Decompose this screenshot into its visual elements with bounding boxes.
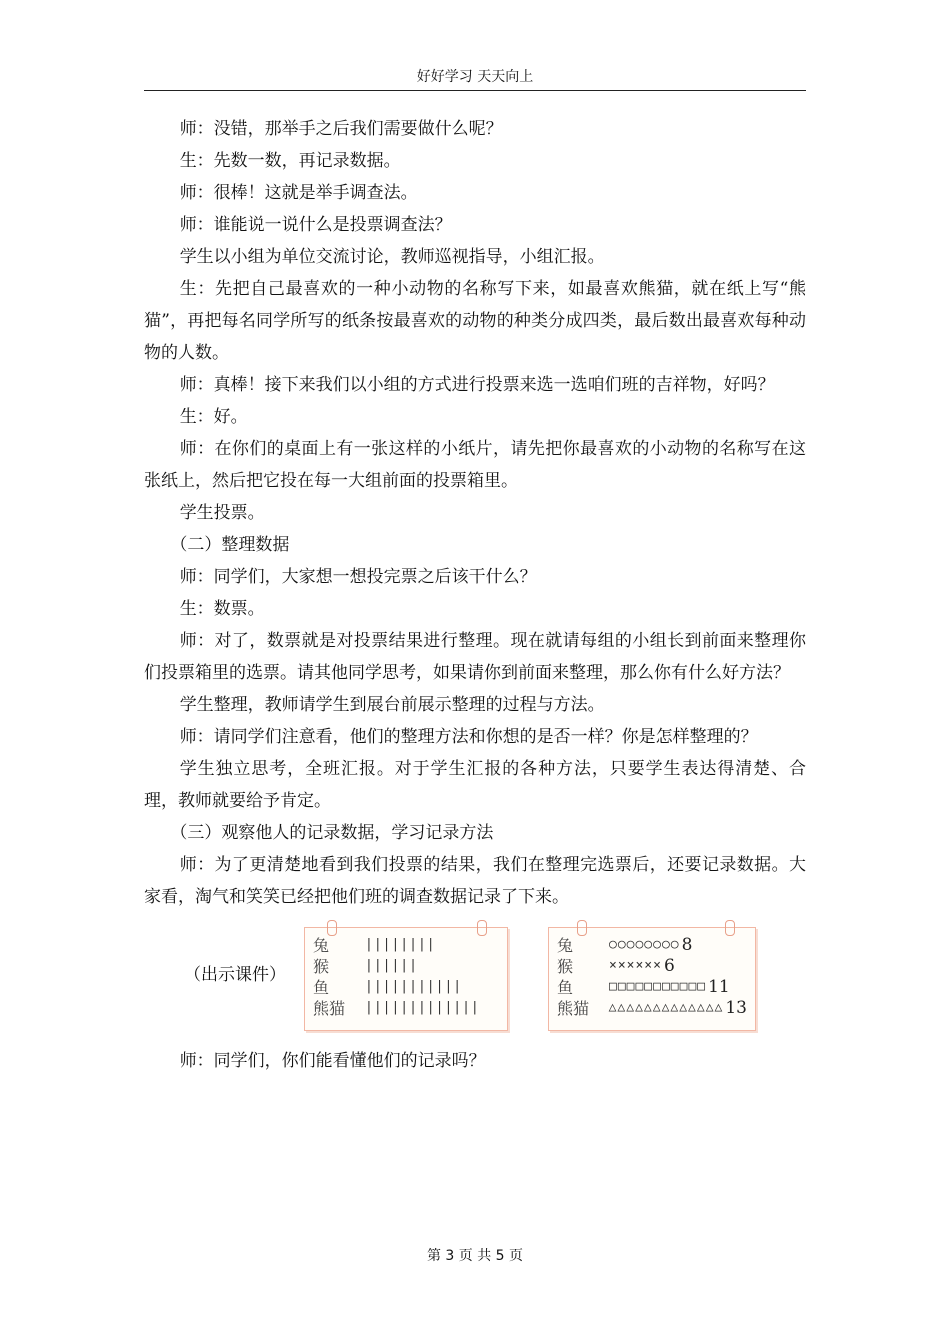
paperclip-icon	[577, 920, 587, 936]
tally-marks: ××××××	[609, 958, 662, 973]
paragraph: 生：先数一数，再记录数据。	[179, 151, 401, 171]
paperclip-icon	[327, 920, 337, 936]
paragraph: 学生投票。	[179, 503, 265, 523]
tally-count: 11	[708, 976, 730, 997]
animal-name: 鱼	[557, 978, 574, 997]
animal-name: 猴	[557, 957, 574, 976]
animal-name: 熊猫	[313, 999, 346, 1018]
figure-label: （出示课件）	[184, 965, 286, 985]
tally-row	[313, 955, 499, 976]
tally-row	[557, 934, 747, 955]
paragraph: 师：真棒！接下来我们以小组的方式进行投票来选一选咱们班的吉祥物，好吗？	[179, 375, 775, 395]
paperclip-icon	[725, 920, 735, 936]
document-body	[144, 113, 806, 1077]
tally-count: 8	[681, 934, 693, 955]
paragraph-group-d	[144, 1045, 806, 1077]
section-heading-3: （三）观察他人的记录数据，学习记录方法	[170, 823, 494, 843]
tally-row	[557, 976, 747, 997]
tally-marks: |||||||||||||	[365, 1000, 480, 1015]
tally-marks: ||||||||	[365, 937, 436, 952]
tally-marks: ||||||	[365, 958, 418, 973]
tally-row	[557, 997, 747, 1018]
paragraph: 师：没错，那举手之后我们需要做什么呢？	[179, 119, 503, 139]
paragraph-group-c	[144, 849, 806, 913]
animal-name: 熊猫	[557, 999, 590, 1018]
tally-row	[557, 955, 747, 976]
paragraph: 学生独立思考，全班汇报。对于学生汇报的各种方法，只要学生表达得清楚、合理，教师就要给予肯定。	[144, 759, 806, 811]
tally-count: 13	[725, 997, 747, 1018]
paragraph: 师：同学们，大家想一想投完票之后该干什么？	[179, 567, 537, 587]
paragraph: 生：数票。	[179, 599, 265, 619]
tally-note-right	[548, 927, 756, 1031]
animal-name: 兔	[557, 936, 574, 955]
courseware-figure	[144, 917, 806, 1033]
paragraph: 生：先把自己最喜欢的一种小动物的名称写下来，如最喜欢熊猫，就在纸上写“熊猫”，再把每名同学所写的纸条按最喜欢的动物的种类分成四类，最后数出最喜欢每种动物的人数。	[144, 279, 806, 363]
paragraph: 师：同学们，你们能看懂他们的记录吗？	[179, 1051, 486, 1071]
paragraph: 师：对了，数票就是对投票结果进行整理。现在就请每组的小组长到前面来整理你们投票箱里的选票。请其他同学思考，如果请你到前面来整理，那么你有什么好方法？	[144, 631, 806, 683]
paragraph: 学生以小组为单位交流讨论，教师巡视指导，小组汇报。	[179, 247, 605, 267]
section-heading-2: （二）整理数据	[170, 535, 290, 555]
tally-note-left	[304, 927, 508, 1031]
paragraph: 师：很棒！这就是举手调查法。	[179, 183, 418, 203]
animal-name: 兔	[313, 936, 330, 955]
paragraph: 师：在你们的桌面上有一张这样的小纸片，请先把你最喜欢的小动物的名称写在这张纸上，然后把它投在每一大组前面的投票箱里。	[144, 439, 806, 491]
paperclip-icon	[477, 920, 487, 936]
tally-marks: ○○○○○○○○	[609, 937, 680, 952]
page-footer: 第 3 页 共 5 页	[426, 1248, 524, 1264]
tally-marks: □□□□□□□□□□□	[609, 979, 707, 994]
tally-marks: △△△△△△△△△△△△△	[608, 1000, 724, 1015]
paragraph-group-a	[144, 113, 806, 529]
tally-row	[313, 934, 499, 955]
paragraph: 师：请同学们注意看，他们的整理方法和你想的是否一样？你是怎样整理的？	[179, 727, 758, 747]
tally-count: 6	[663, 955, 675, 976]
animal-name: 鱼	[313, 978, 330, 997]
tally-row	[313, 976, 499, 997]
paragraph: 生：好。	[179, 407, 248, 427]
paragraph: 师：为了更清楚地看到我们投票的结果，我们在整理完选票后，还要记录数据。大家看，淘气和笑笑已经把他们班的调查数据记录了下来。	[144, 855, 806, 907]
paragraph-group-b	[144, 561, 806, 817]
paragraph: 师：谁能说一说什么是投票调查法？	[179, 215, 452, 235]
tally-row	[313, 997, 499, 1018]
animal-name: 猴	[313, 957, 330, 976]
paragraph: 学生整理，教师请学生到展台前展示整理的过程与方法。	[179, 695, 605, 715]
tally-marks: |||||||||||	[365, 979, 463, 994]
page-header: 好好学习 天天向上	[144, 64, 806, 91]
